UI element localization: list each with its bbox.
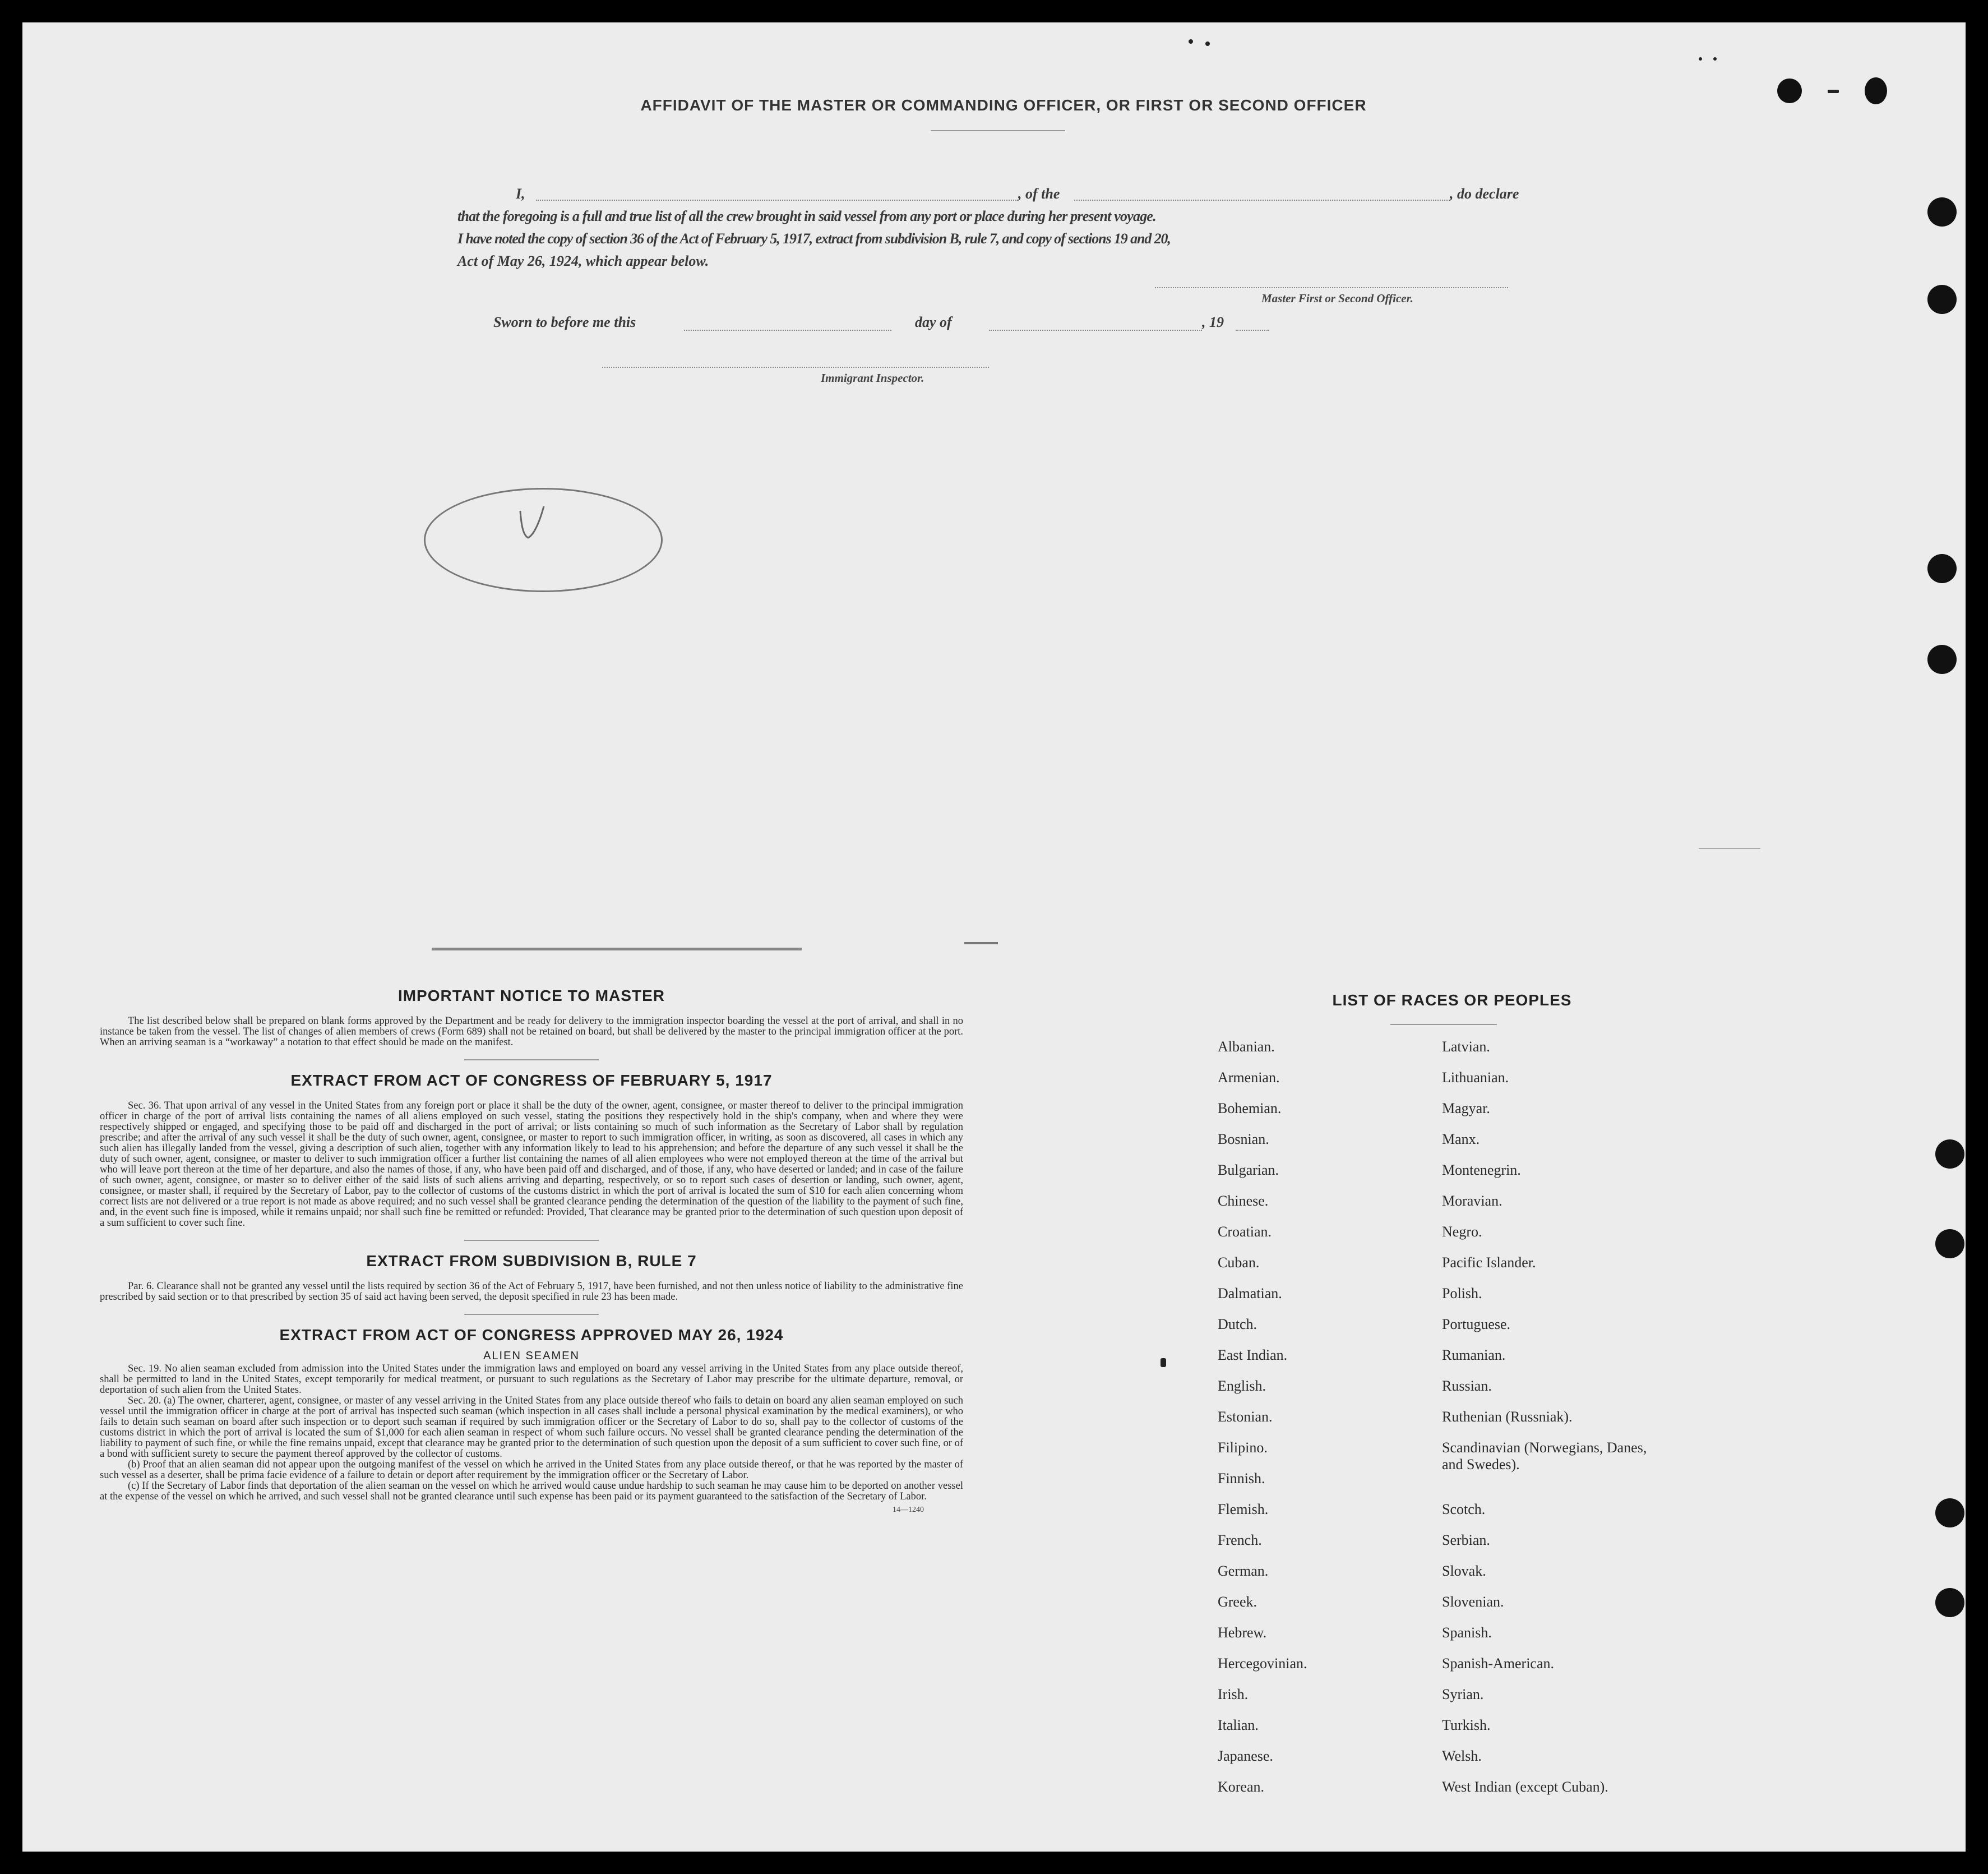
race-item [1442, 1779, 1711, 1810]
race-label: Spanish-American. [1442, 1655, 1555, 1672]
handwritten-check-mark [516, 502, 549, 547]
race-item [1442, 1038, 1711, 1069]
race-label: Manx. [1442, 1131, 1480, 1147]
race-label: Slovak. [1442, 1563, 1486, 1579]
scan-speck [1189, 39, 1193, 44]
race-label: Syrian. [1442, 1686, 1484, 1702]
race-label: Japanese. [1218, 1748, 1273, 1764]
master-signature-label: Master First or Second Officer. [1261, 292, 1413, 305]
race-label: Bohemian. [1218, 1100, 1282, 1116]
race-label: Magyar. [1442, 1100, 1490, 1116]
race-item [1442, 1316, 1711, 1347]
race-item [1442, 1254, 1711, 1285]
race-label: Armenian. [1218, 1069, 1280, 1086]
race-label: Croatian. [1218, 1224, 1272, 1240]
scan-speck [1713, 57, 1717, 61]
extract-1924-sec20a: Sec. 20. (a) The owner, charterer, agent, consignee, or master of any vessel arriving in the United States from any place outside thereof who fails to detain on board any alien seaman employed on such vessel until the immigration officer in charge at the port of arrival has inspected such seaman (which inspection in all cases shall include a personal physical examination by the medical examiners), or who fails to detain such seaman on board after such inspection or to deport such seaman if required by such immigration officer or the Secretary of Labor to do so, shall pay to the collector of customs of the customs district in which the port of arrival is located the sum of $1,000 for each alien seaman in respect of whom such failure occurs. No vessel shall be granted clearance pending the determination of the liability to payment of such fine, or while the fine remains unpaid, except that clearance may be granted prior to the determination of such question upon the deposit of a sum sufficient to cover such fine, or of a bond with sufficient surety to secure the payment thereof approved by the collector of customs. [100, 1395, 963, 1460]
document-sheet [22, 22, 1966, 1852]
scan-mark [1161, 1358, 1166, 1367]
race-item [1442, 1563, 1711, 1594]
race-label: Chinese. [1218, 1193, 1269, 1209]
notice-title: IMPORTANT NOTICE TO MASTER [397, 987, 665, 1004]
inspector-signature-line[interactable] [602, 367, 989, 368]
affidavit-i: I, [516, 186, 525, 202]
race-item [1442, 1532, 1711, 1563]
race-label: Bulgarian. [1218, 1162, 1279, 1178]
race-item [1442, 1501, 1711, 1532]
race-label: Turkish. [1442, 1717, 1491, 1733]
scan-speck [1205, 41, 1210, 46]
extract-rule7-title: EXTRACT FROM SUBDIVISION B, RULE 7 [366, 1252, 697, 1270]
race-item [1442, 1594, 1711, 1624]
race-item [1442, 1409, 1711, 1439]
race-label: Greek. [1218, 1594, 1257, 1610]
race-item [1442, 1655, 1711, 1686]
race-label: Albanian. [1218, 1038, 1275, 1055]
race-label: Lithuanian. [1442, 1069, 1509, 1086]
day-of-text: day of [915, 314, 952, 330]
section-rule [464, 1314, 599, 1315]
extract-1924-sec20b: (b) Proof that an alien seaman did not appear upon the outgoing manifest of the vessel on which he arrived in the United States from any place outside thereof, or that he was reported by the master of such vessel as a deserter, shall be prima facie evidence of a failure to detain or deport after requirement by the immigration officer or the Secretary of Labor. [100, 1459, 963, 1481]
sworn-month-field[interactable] [989, 330, 1202, 331]
name-field[interactable] [536, 200, 1018, 201]
scan-streak [964, 942, 998, 944]
affidavit-line-4: Act of May 26, 1924, which appear below. [457, 253, 709, 269]
scan-speck [1828, 90, 1839, 93]
race-label: Ruthenian (Russniak). [1442, 1409, 1573, 1425]
sworn-text: Sworn to before me this [493, 314, 636, 330]
punch-hole [1927, 285, 1957, 314]
race-label: Korean. [1218, 1779, 1265, 1795]
race-label: Estonian. [1218, 1409, 1273, 1425]
race-label: West Indian (except Cuban). [1442, 1779, 1608, 1795]
race-label: Scotch. [1442, 1501, 1486, 1517]
race-label: Montenegrin. [1442, 1162, 1521, 1178]
race-item [1442, 1439, 1711, 1501]
race-label: Hercegovinian. [1218, 1655, 1307, 1672]
race-label: Pacific Islander. [1442, 1254, 1536, 1271]
extract-1924-sec19: Sec. 19. No alien seaman excluded from admission into the United States under the immigration laws and employed on board any vessel arriving in the United States from any place outside thereof, shall be permitted to land in the United States, except temporarily for medical treatment, or pursuant to such regulations as the Secretary of Labor may prescribe for the ultimate departure, removal, or deportation of such alien from the United States. [100, 1363, 963, 1396]
race-item [1442, 1686, 1711, 1717]
race-label: Moravian. [1442, 1193, 1502, 1209]
race-label: Spanish. [1442, 1624, 1492, 1641]
master-signature-line[interactable] [1155, 287, 1508, 288]
race-label: Rumanian. [1442, 1347, 1506, 1363]
race-label: Latvian. [1442, 1038, 1490, 1055]
race-label: French. [1218, 1532, 1262, 1548]
races-right-column [1442, 1038, 1711, 1810]
affidavit-line-1 [457, 183, 1556, 205]
punch-hole [1935, 1588, 1964, 1617]
race-label: East Indian. [1218, 1347, 1288, 1363]
section-rule [464, 1240, 599, 1241]
race-item [1442, 1162, 1711, 1193]
race-item [1442, 1224, 1711, 1254]
form-number: 14—1240 [893, 1506, 924, 1514]
extract-1917-title: EXTRACT FROM ACT OF CONGRESS OF FEBRUARY 5, 1917 [290, 1072, 773, 1089]
race-label: Slovenian. [1442, 1594, 1504, 1610]
race-label: Irish. [1218, 1686, 1249, 1702]
scan-streak [432, 948, 802, 950]
race-label: Negro. [1442, 1224, 1482, 1240]
race-item [1442, 1193, 1711, 1224]
punch-hole [1777, 79, 1802, 103]
affidavit-text [457, 183, 1556, 273]
punch-hole [1927, 554, 1957, 583]
notices-column [100, 987, 963, 1515]
punch-hole [1935, 1229, 1964, 1258]
extract-1924-subtitle: ALIEN SEAMEN [483, 1350, 580, 1362]
sworn-day-field[interactable] [684, 330, 891, 331]
vessel-field[interactable] [1074, 200, 1450, 201]
race-label: Bosnian. [1218, 1131, 1269, 1147]
race-label: Polish. [1442, 1285, 1482, 1301]
race-item [1442, 1748, 1711, 1779]
race-label: Dalmatian. [1218, 1285, 1282, 1301]
extract-1924-sec20c: (c) If the Secretary of Labor finds that deportation of the alien seaman on the vessel on which he arrived would cause undue hardship to such seaman he may cause him to be deported on another vessel at the expense of the vessel on which he arrived, and such vessel shall not be granted clearance until such expense has been paid or its payment guaranteed to the satisfaction of the Secretary of Labor. [100, 1480, 963, 1502]
punch-hole [1935, 1139, 1964, 1169]
race-label: Dutch. [1218, 1316, 1257, 1332]
punch-hole [1865, 77, 1887, 104]
race-label: Serbian. [1442, 1532, 1490, 1548]
inspector-signature-label: Immigrant Inspector. [821, 371, 924, 385]
scan-speck [1699, 57, 1702, 61]
notice-body: The list described below shall be prepared on blank forms approved by the Department and be ready for delivery to the immigration inspector boarding the vessel at the port of arrival, and shall in no instance be taken from the vessel. The list of changes of alien members of crews (Form 689) shall not be retained on board, but shall be delivered by the master to the principal immigration officer at the port. When an arriving seaman is a “workaway” a notation to that effect should be made on the manifest. [100, 1016, 963, 1048]
year-text: , 19 [1202, 314, 1224, 330]
affidavit-declare: , do declare [1450, 186, 1519, 202]
race-label: Portuguese. [1442, 1316, 1511, 1332]
punch-hole [1935, 1498, 1964, 1527]
title-rule [931, 130, 1065, 131]
scan-streak [1699, 848, 1760, 849]
race-item [1442, 1347, 1711, 1378]
race-item [1442, 1285, 1711, 1316]
race-label: Finnish. [1218, 1470, 1265, 1487]
race-label: German. [1218, 1563, 1269, 1579]
extract-1917-body: Sec. 36. That upon arrival of any vessel in the United States from any foreign port or place it shall be the duty of the owner, agent, consignee, or master thereof to deliver to the principal immigration officer in charge of the port of arrival lists containing the names of all aliens employed on such vessel, stating the positions they respectively hold in the ship's company, when and where they were respectively shipped or engaged, and specifying those to be paid off and discharged in the port of arrival; or lists containing so much of such information as the Secretary of Labor shall by regulation prescribe; and after the arrival of any such vessel it shall be the duty of such owner, agent, consignee, or master to report to such immigration officer, in writing, as soon as discovered, all cases in which any such alien has illegally landed from the vessel, giving a description of such alien, together with any information likely to lead to his apprehension; and before the departure of any such vessel it shall be the duty of such owner, agent, consignee, or master to deliver to such immigration officer a further list containing the names of all alien employees who were not employed thereon at the time of the arrival but who will leave port thereon at the time of her departure, and also the names of those, if any, who have been paid off and discharged, and of those, if any, who have deserted or landed; and in case of the failure of such owner, agent, consignee, or master so to deliver either of the said lists of such aliens arriving and departing, respectively, or so to report such cases of desertion or landing, such owner, agent, consignee, or master shall, if required by the Secretary of Labor, pay to the collector of customs of the customs district in which the port of arrival is located the sum of $10 for each alien concerning whom correct lists are not delivered or a true report is not made as above required; and no such vessel shall be granted clearance pending the determination of the question of the liability to the payment of such fine, and, in the event such fine is imposed, while it remains unpaid; nor shall such fine be remitted or refunded: Provided, That clearance may be granted prior to the determination of such question upon deposit of a sum sufficient to cover such fine. [100, 1100, 963, 1229]
race-item [1442, 1717, 1711, 1748]
race-label: Russian. [1442, 1378, 1492, 1394]
affidavit-of-the: , of the [1018, 186, 1060, 202]
extract-rule7-body: Par. 6. Clearance shall not be granted any vessel until the lists required by section 36 of the Act of February 5, 1917, have been furnished, and not then unless notice of liability to the administrative fine prescribed by said section or to that prescribed by section 35 of said act having been served, the deposit specified in rule 23 has been made. [100, 1281, 963, 1303]
race-item [1442, 1131, 1711, 1162]
sworn-year-field[interactable] [1236, 330, 1269, 331]
affidavit-title: AFFIDAVIT OF THE MASTER OR COMMANDING OFFICER, OR FIRST OR SECOND OFFICER [640, 96, 1367, 114]
race-label: English. [1218, 1378, 1266, 1394]
race-label: Italian. [1218, 1717, 1259, 1733]
extract-1924-title: EXTRACT FROM ACT OF CONGRESS APPROVED MAY 26, 1924 [279, 1326, 784, 1344]
race-label: Scandinavian (Norwegians, Danes, and Swedes). [1442, 1439, 1647, 1473]
section-rule [464, 1059, 599, 1060]
race-label: Filipino. [1218, 1439, 1268, 1456]
race-item [1442, 1069, 1711, 1100]
race-item [1442, 1100, 1711, 1131]
race-label: Hebrew. [1218, 1624, 1267, 1641]
races-title: LIST OF RACES OR PEOPLES [1332, 991, 1572, 1009]
race-label: Cuban. [1218, 1254, 1260, 1271]
punch-hole [1927, 197, 1957, 227]
race-item [1442, 1624, 1711, 1655]
race-label: Flemish. [1218, 1501, 1269, 1517]
affidavit-line-3: I have noted the copy of section 36 of the Act of February 5, 1917, extract from subdivision B, rule 7, and copy of sections 19 and 20, [457, 230, 1171, 247]
affidavit-line-2: that the foregoing is a full and true list of all the crew brought in said vessel from any port or place during her present voyage. [457, 208, 1156, 224]
punch-hole [1927, 645, 1957, 674]
race-item [1442, 1378, 1711, 1409]
races-title-rule [1390, 1024, 1497, 1025]
race-label: Welsh. [1442, 1748, 1482, 1764]
